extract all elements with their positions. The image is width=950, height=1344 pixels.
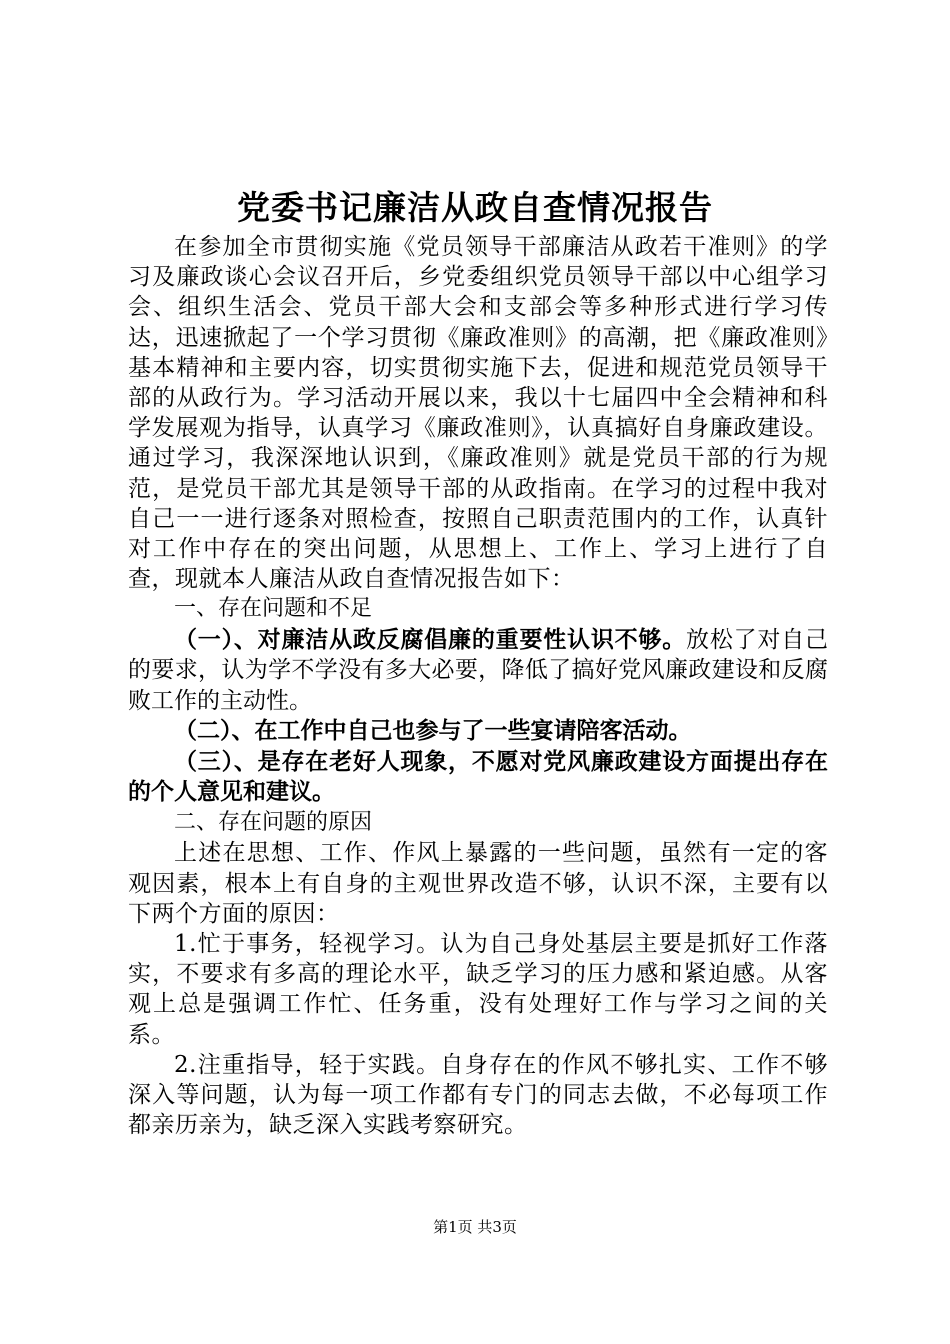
document-title: 党委书记廉洁从政自查情况报告 — [237, 188, 713, 227]
page-footer: 第1页 共3页 — [433, 1218, 517, 1236]
item1-rest: 放松了对自己的要求，认为学不学没有多大必要，降低了搞好党风廉政建设和反腐败工作的主动性。 — [128, 626, 829, 714]
reason2-paragraph: 2.注重指导，轻于实践。自身存在的作风不够扎实、工作不够深入等问题，认为每一项工作都有专门的同志去做，不必每项工作都亲历亲为，缺乏深入实践考察研究。 — [128, 1051, 828, 1139]
document-body — [128, 232, 828, 1140]
section1-heading: 一、存在问题和不足 — [174, 596, 373, 622]
intro-paragraph: 在参加全市贯彻实施《党员领导干部廉洁从政若干准则》的学习及廉政谈心会议召开后，乡党委组织党员领导干部以中心组学习会、组织生活会、党员干部大会和支部会等多种形式进行学习传达，迅速掀起了一个学习贯彻《廉政准则》的高潮，把《廉政准则》基本精神和主要内容，切实贯彻实施下去，促进和规范党员领导干部的从政行为。学习活动开展以来，我以十七届四中全会精神和科学发展观为指导，认真学习《廉政准则》，认真搞好自身廉政建设。通过学习，我深深地认识到，《廉政准则》就是党员干部的行为规范，是党员干部尤其是领导干部的从政指南。在学习的过程中我对自己一一进行逐条对照检查，按照自己职责范围内的工作，认真针对工作中存在的突出问题，从思想上、工作上、学习上进行了自查，现就本人廉洁从政自查情况报告如下： — [128, 234, 828, 593]
reason1-paragraph: 1.忙于事务，轻视学习。认为自己身处基层主要是抓好工作落实，不要求有多高的理论水平，缺乏学习的压力感和紧迫感。从客观上总是强调工作忙、任务重，没有处理好工作与学习之间的关系。 — [128, 931, 828, 1048]
section2-intro-paragraph: 上述在思想、工作、作风上暴露的一些问题，虽然有一定的客观因素，根本上有自身的主观世界改造不够，认识不深，主要有以下两个方面的原因： — [128, 840, 828, 927]
item2-paragraph: （二）、在工作中自己也参与了一些宴请陪客活动。 — [174, 718, 692, 745]
item1-bold: （一）、对廉洁从政反腐倡廉的重要性认识不够。 — [174, 626, 687, 653]
section2-heading: 二、存在问题的原因 — [174, 809, 373, 835]
item3-paragraph: （三）、是存在老好人现象，不愿对党风廉政建设方面提出存在的个人意见和建议。 — [128, 748, 828, 806]
item1-paragraph — [128, 625, 828, 717]
